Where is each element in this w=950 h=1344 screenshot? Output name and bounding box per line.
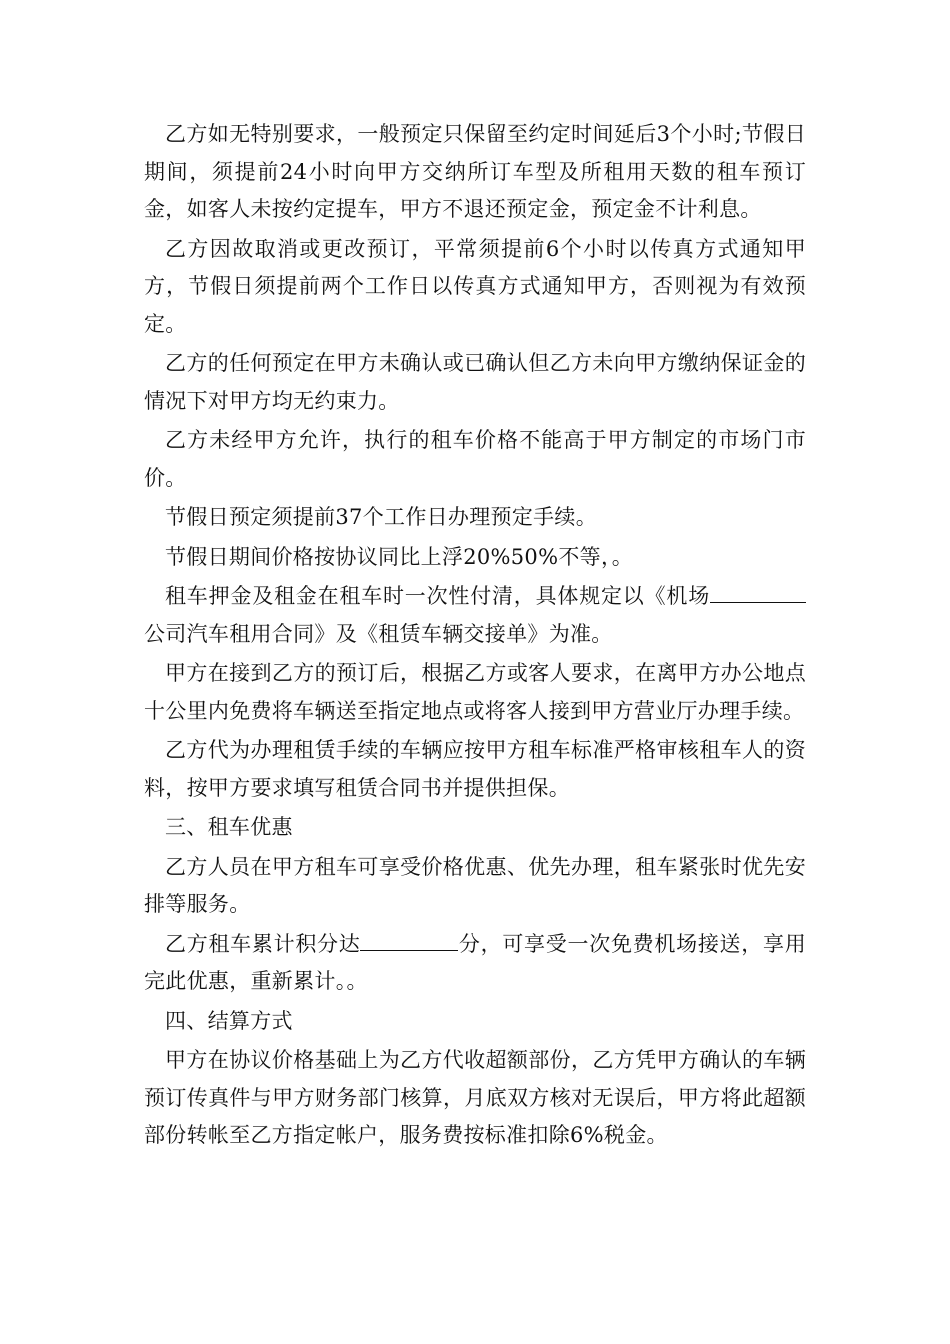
section-heading-discounts: 三、租车优惠 [165, 815, 293, 839]
paragraph-holiday-price: 节假日期间价格按协议同比上浮20%50%不等，。 [165, 544, 634, 569]
document-body [144, 116, 806, 1157]
fill-blank-airport-cont [784, 581, 806, 603]
paragraph-pickup-service: 甲方在接到乙方的预订后，根据乙方或客人要求，在离甲方办公地点十公里内免费将车辆送至指定地点或将客人接到甲方营业厅办理手续。 [144, 661, 806, 723]
paragraph-cancel-change: 乙方因故取消或更改预订，平常须提前6个小时以传真方式通知甲方，节假日须提前两个工作日以传真方式通知甲方，否则视为有效预定。 [144, 236, 806, 336]
paragraph-reservation-hold: 乙方如无特别要求，一般预定只保留至约定时间延后3个小时;节假日期间，须提前24小时向甲方交纳所订车型及所租用天数的租车预订金，如客人未按约定提车，甲方不退还预定金，预定金不计利息。 [144, 122, 806, 221]
fill-blank-airport [710, 581, 784, 603]
paragraph-holiday-advance: 节假日预定须提前37个工作日办理预定手续。 [165, 505, 598, 529]
paragraph-deposit-payment [144, 578, 806, 653]
deposit-text-part2: 公司汽车租用合同》及《租赁车辆交接单》为准。 [144, 621, 613, 646]
paragraph-points [144, 926, 806, 1001]
points-text-part1: 乙方租车累计积分达 [165, 931, 361, 956]
paragraph-settlement: 甲方在协议价格基础上为乙方代收超额部份，乙方凭甲方确认的车辆预订传真件与甲方财务部门核算，月底双方核对无误后，甲方将此超额部份转帐至乙方指定帐户，服务费按标准扣除6%税金。 [144, 1048, 806, 1147]
paragraph-price-limit: 乙方未经甲方允许，执行的租车价格不能高于甲方制定的市场门市价。 [144, 428, 806, 490]
paragraph-verification: 乙方代为办理租赁手续的车辆应按甲方租车标准严格审核租车人的资料，按甲方要求填写租赁合同书并提供担保。 [144, 738, 806, 800]
deposit-text-part1: 租车押金及租金在租车时一次性付清，具体规定以《机场 [165, 584, 710, 608]
fill-blank-points [360, 929, 458, 951]
paragraph-binding-effect: 乙方的任何预定在甲方未确认或已确认但乙方未向甲方缴纳保证金的情况下对甲方均无约束力。 [144, 351, 806, 413]
section-heading-settlement: 四、结算方式 [165, 1008, 293, 1033]
paragraph-staff-discount: 乙方人员在甲方租车可享受价格优惠、优先办理，租车紧张时优先安排等服务。 [144, 854, 806, 916]
points-text-part2: 分，可享受一次免费机场接送，享用完此优惠，重新累计。。 [144, 931, 806, 993]
